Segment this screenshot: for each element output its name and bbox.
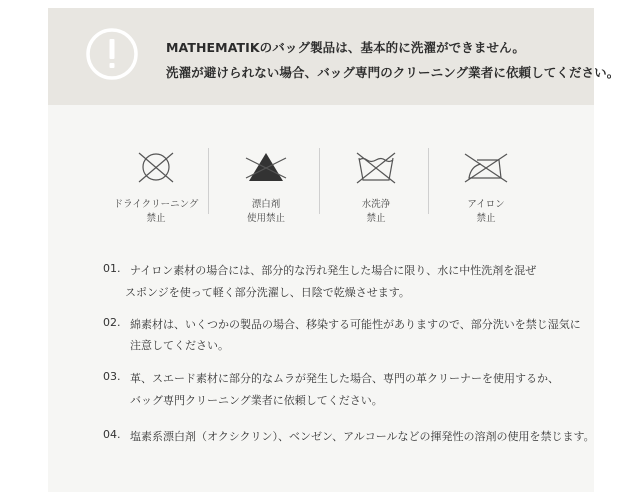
care-instructions-card (48, 8, 620, 492)
note-number: 01. (103, 262, 121, 275)
care-label-line1: 漂白剤 (251, 199, 281, 210)
care-label-line1: アイロン (467, 199, 505, 210)
note-number: 04. (103, 428, 121, 441)
note-text-line2: スポンジを使って軽く部分洗濯し、日陰で乾燥させます。 (125, 286, 410, 299)
care-label-line1: ドライクリーニング (113, 199, 199, 210)
warning-header (48, 8, 620, 105)
care-label-line2: 禁止 (366, 213, 386, 224)
no-wash-icon (353, 150, 399, 186)
header-line-1: MATHEMATIKのバッグ製品は、基本的に洗濯ができません。 (166, 40, 526, 55)
care-label-line1: 水洗浄 (361, 199, 391, 210)
no-iron-icon (463, 150, 509, 186)
note-text-line2: バッグ専門クリーニング業者に依頼してください。 (130, 394, 383, 407)
note-number: 03. (103, 370, 121, 383)
no-dry-clean-icon (133, 150, 179, 186)
note-text-line2: 注意してください。 (130, 339, 229, 352)
care-symbols (48, 148, 594, 238)
care-label-line2: 禁止 (146, 213, 166, 224)
exclamation-icon (85, 27, 139, 81)
no-bleach-icon (243, 150, 289, 186)
note-text-line1: 革、スエード素材に部分的なムラが発生した場合、専門の革クリーナーを使用するか、 (130, 372, 559, 385)
care-label-line2: 使用禁止 (246, 213, 285, 224)
header-line-2: 洗濯が避けられない場合、バッグ専門のクリーニング業者に依頼してください。 (166, 65, 620, 80)
note-text-line1: 塩素系漂白剤（オクシクリン）、ベンゼン、アルコールなどの揮発性の溶剤の使用を禁じます。 (130, 430, 595, 443)
note-text-line1: 綿素材は、いくつかの製品の場合、移染する可能性がありますので、部分洗いを禁じ湿気に (130, 318, 581, 331)
note-text-line1: ナイロン素材の場合には、部分的な汚れ発生した場合に限り、水に中性洗剤を混ぜ (130, 264, 537, 277)
care-label-line2: 禁止 (476, 213, 496, 224)
note-number: 02. (103, 316, 121, 329)
